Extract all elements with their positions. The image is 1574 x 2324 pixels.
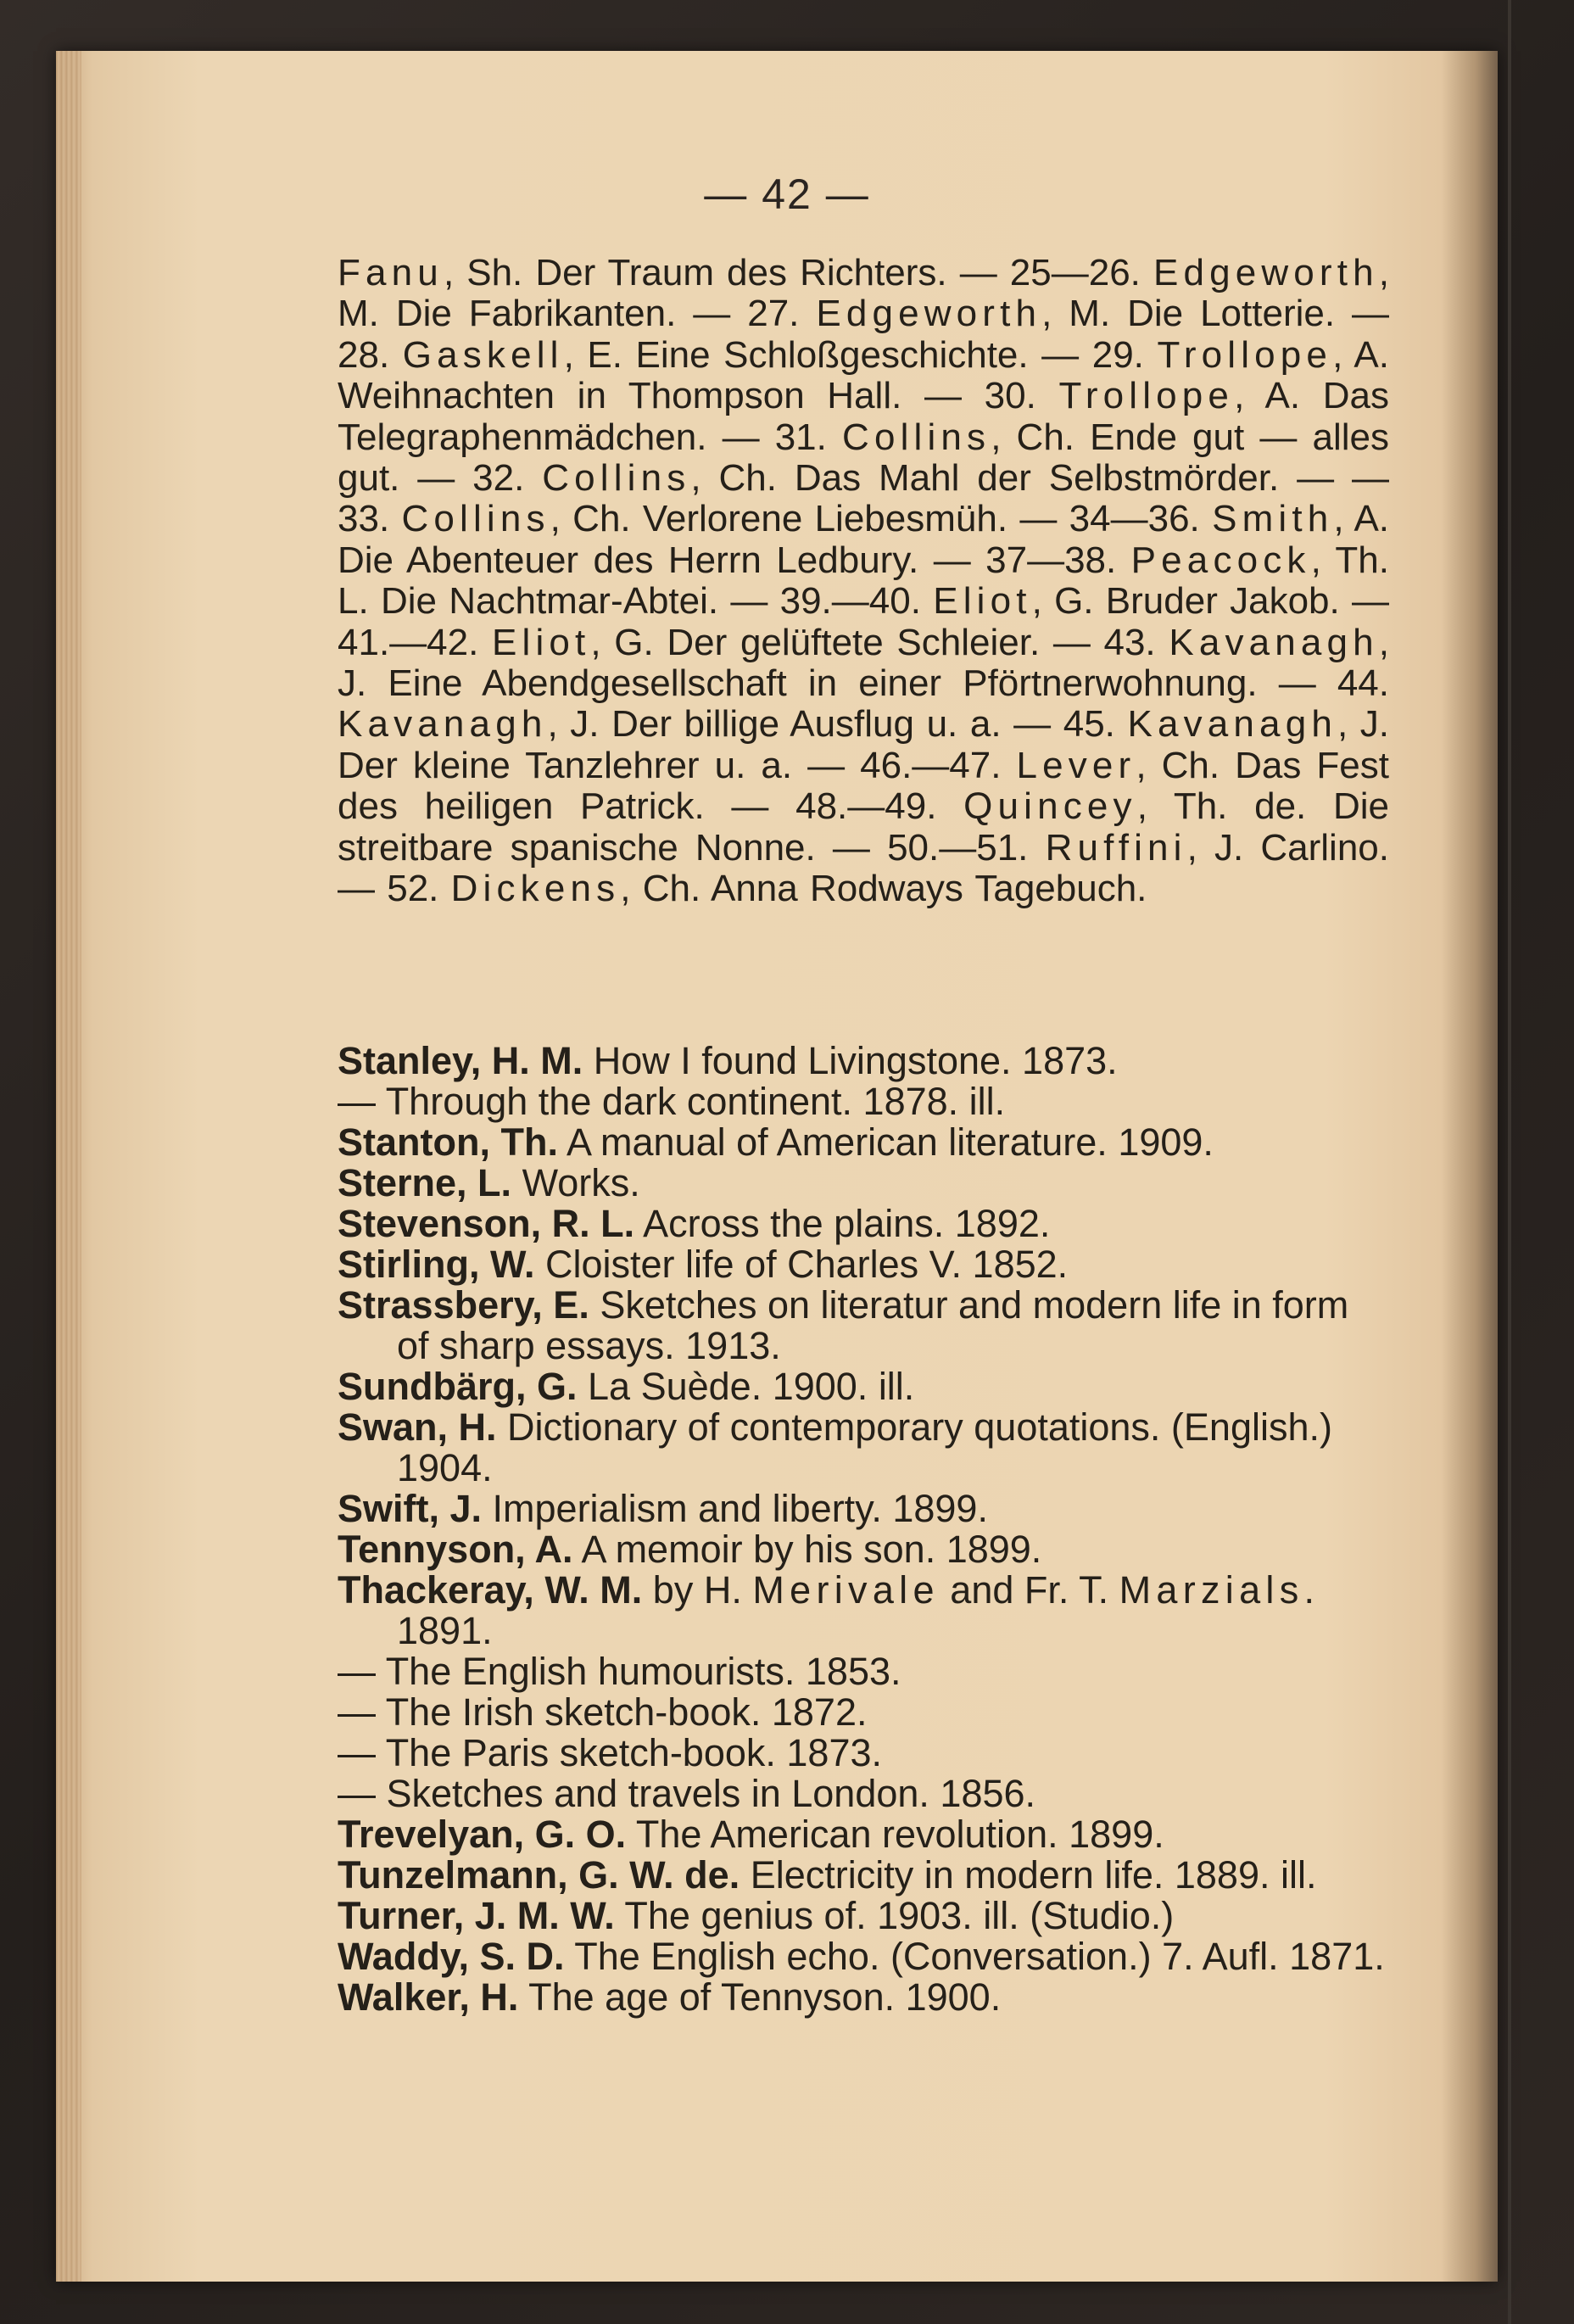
entry-author: Walker, H. xyxy=(338,1975,519,2019)
entry-title-text: La Suède. 1900. ill. xyxy=(577,1365,915,1408)
entry-author: Tunzelmann, G. W. de. xyxy=(338,1853,740,1897)
entry-title-text: How I found Livingstone. 1873. xyxy=(583,1039,1118,1082)
entry-title-text: . 1891. xyxy=(397,1568,1315,1652)
series-text: , Ch. Verlorene Liebesmüh. — 34—36. xyxy=(550,498,1213,540)
entry-author: Trevelyan, G. O. xyxy=(338,1813,627,1856)
entry-author: Thackeray, W. M. xyxy=(338,1568,643,1612)
series-author-name: Edgeworth xyxy=(1153,252,1379,293)
bibliography-entry-list xyxy=(338,1041,1389,2018)
series-text: , J. Der kleine Tanzlehrer u. a. — 46.—47. xyxy=(338,703,1389,786)
series-author-name: Trollope xyxy=(1157,333,1333,376)
entry-title-text: by H. xyxy=(642,1568,753,1612)
entry-title-text: Works. xyxy=(511,1161,640,1204)
entry-author: Stanton, Th. xyxy=(338,1120,558,1164)
page-gutter-shadow xyxy=(1442,51,1498,2282)
series-text: , M. Die Fabrikanten. — 27. xyxy=(338,252,1389,335)
bibliography-entry xyxy=(338,1081,1389,1122)
entry-title-text: The English echo. (Conversation.) 7. Aufl. 1871. xyxy=(564,1935,1385,1978)
entry-title-text: — The English humourists. 1853. xyxy=(338,1650,901,1693)
entry-title-text: Across the plains. 1892. xyxy=(634,1202,1051,1245)
series-author-name: Collins xyxy=(842,416,991,458)
series-text: , Th. de. Die streitbare spanische Nonne. — 50.—51. xyxy=(338,785,1389,869)
bibliography-entry xyxy=(338,1692,1389,1733)
entry-author: Stanley, H. M. xyxy=(338,1039,583,1082)
entry-editor-name: Merivale xyxy=(752,1568,940,1612)
bibliography-entry xyxy=(338,1570,1389,1651)
bibliography-entry xyxy=(338,1366,1389,1407)
bibliography-entry xyxy=(338,1936,1389,1977)
entry-title-text: Imperialism and liberty. 1899. xyxy=(482,1487,988,1530)
entry-title-text: The American revolution. 1899. xyxy=(626,1813,1164,1856)
entry-title-text: — Sketches and travels in London. 1856. xyxy=(338,1772,1036,1815)
series-author-name: Kavanagh xyxy=(1169,621,1379,663)
series-author-name: Quincey xyxy=(963,785,1137,828)
series-author-name: Dickens xyxy=(450,868,621,910)
bibliography-entry xyxy=(338,1651,1389,1692)
entry-author: Tennyson, A. xyxy=(338,1528,573,1571)
bibliography-entry xyxy=(338,1244,1389,1285)
bibliography-entry xyxy=(338,1529,1389,1570)
series-text: , A. Die Abenteuer des Herrn Ledbury. — 37—38. xyxy=(338,498,1390,581)
entry-author: Swan, H. xyxy=(338,1405,497,1449)
series-author-name: Kavanagh xyxy=(338,703,548,746)
series-text: , Ch. Ende gut — alles gut. — 32. xyxy=(338,416,1389,500)
entry-title-text: Sketches on literatur and modern life in form of sharp essays. 1913. xyxy=(397,1283,1349,1367)
series-text: , J. Eine Abendgesellschaft in einer Pförtnerwohnung. — 44. xyxy=(338,621,1390,705)
series-text: , G. Der gelüftete Schleier. — 43. xyxy=(590,621,1169,663)
series-text: , A. Weihnachten in Thompson Hall. — 30. xyxy=(338,333,1390,417)
series-author-name: Kavanagh xyxy=(1127,703,1337,746)
entry-title-text: A memoir by his son. 1899. xyxy=(572,1528,1042,1571)
series-text: , A. Das Telegraphenmädchen. — 31. xyxy=(338,375,1389,458)
series-author-name: Ruffini xyxy=(1045,826,1187,869)
series-author-name: Gaskell xyxy=(402,333,564,376)
entry-author: Turner, J. M. W. xyxy=(338,1894,615,1937)
series-text: , E. Eine Schloßgeschichte. — 29. xyxy=(563,333,1158,376)
bibliography-entry xyxy=(338,1285,1389,1366)
bibliography-entry xyxy=(338,1041,1389,1081)
bibliography-entry xyxy=(338,1163,1389,1204)
series-author-name: Collins xyxy=(542,457,691,500)
entry-title-text: Electricity in modern life. 1889. ill. xyxy=(740,1853,1317,1897)
series-author-name: Trollope xyxy=(1058,375,1235,417)
bibliography-entry xyxy=(338,1733,1389,1774)
bibliography-entry xyxy=(338,1896,1389,1936)
series-text: , M. Die Lotterie. — 28. xyxy=(338,293,1390,376)
entry-title-text: — Through the dark continent. 1878. ill. xyxy=(338,1080,1006,1123)
entry-title-text: Dictionary of contemporary quotations. (English.) 1904. xyxy=(397,1405,1332,1489)
series-text: , J. Carlino. — 52. xyxy=(338,826,1389,910)
entry-title-text: The age of Tennyson. 1900. xyxy=(518,1975,1002,2019)
series-author-name: Fanu xyxy=(338,252,444,293)
series-author-name: Eliot xyxy=(933,580,1032,623)
series-author-name: Lever xyxy=(1016,744,1136,786)
bibliography-entry xyxy=(338,1977,1389,2018)
bibliography-entry xyxy=(338,1204,1389,1244)
entry-author: Sundbärg, G. xyxy=(338,1365,578,1408)
series-author-name: Collins xyxy=(401,498,550,540)
series-author-name: Edgeworth xyxy=(816,293,1042,335)
book-spine xyxy=(1508,0,1511,2324)
entry-title-text: The genius of. 1903. ill. (Studio.) xyxy=(614,1894,1175,1937)
entry-author: Sterne, L. xyxy=(338,1161,512,1204)
entry-author: Stevenson, R. L. xyxy=(338,1202,635,1245)
bibliography-entry xyxy=(338,1407,1389,1489)
continued-series-paragraph xyxy=(338,253,1389,910)
series-author-name: Peacock xyxy=(1130,539,1311,581)
series-author-name: Eliot xyxy=(492,621,591,663)
series-text: , J. Der billige Ausflug u. a. — 45. xyxy=(547,703,1128,746)
bibliography-entry xyxy=(338,1489,1389,1529)
series-text: , Ch. Das Mahl der Selbstmörder. — — 33. xyxy=(338,457,1389,540)
entry-editor-name: Marzials xyxy=(1119,1568,1304,1612)
entry-title-text: — The Irish sketch-book. 1872. xyxy=(338,1690,868,1734)
series-text: , G. Bruder Jakob. — 41.—42. xyxy=(338,580,1389,663)
entry-title-text: A manual of American literature. 1909. xyxy=(557,1120,1214,1164)
entry-author: Strassbery, E. xyxy=(338,1283,589,1327)
page-edge xyxy=(56,51,81,2282)
bibliography-entry xyxy=(338,1855,1389,1896)
entry-author: Waddy, S. D. xyxy=(338,1935,565,1978)
series-text: , Ch. Anna Rodways Tagebuch. xyxy=(620,868,1147,910)
entry-title-text: Cloister life of Charles V. 1852. xyxy=(534,1243,1069,1286)
series-author-name: Smith xyxy=(1212,498,1334,540)
bibliography-entry xyxy=(338,1814,1389,1855)
series-text: , Sh. Der Traum des Richters. — 25—26. xyxy=(443,252,1153,293)
entry-author: Swift, J. xyxy=(338,1487,483,1530)
entry-author: Stirling, W. xyxy=(338,1243,535,1286)
entry-title-text: and Fr. T. xyxy=(939,1568,1119,1612)
series-text: , Ch. Das Fest des heiligen Patrick. — 48.—49. xyxy=(338,744,1390,828)
bibliography-entry xyxy=(338,1774,1389,1814)
series-text: , Th. L. Die Nachtmar-Abtei. — 39.—40. xyxy=(338,539,1389,623)
page-number: — 42 — xyxy=(704,170,870,218)
bibliography-entry xyxy=(338,1122,1389,1163)
entry-title-text: — The Paris sketch-book. 1873. xyxy=(338,1731,882,1774)
